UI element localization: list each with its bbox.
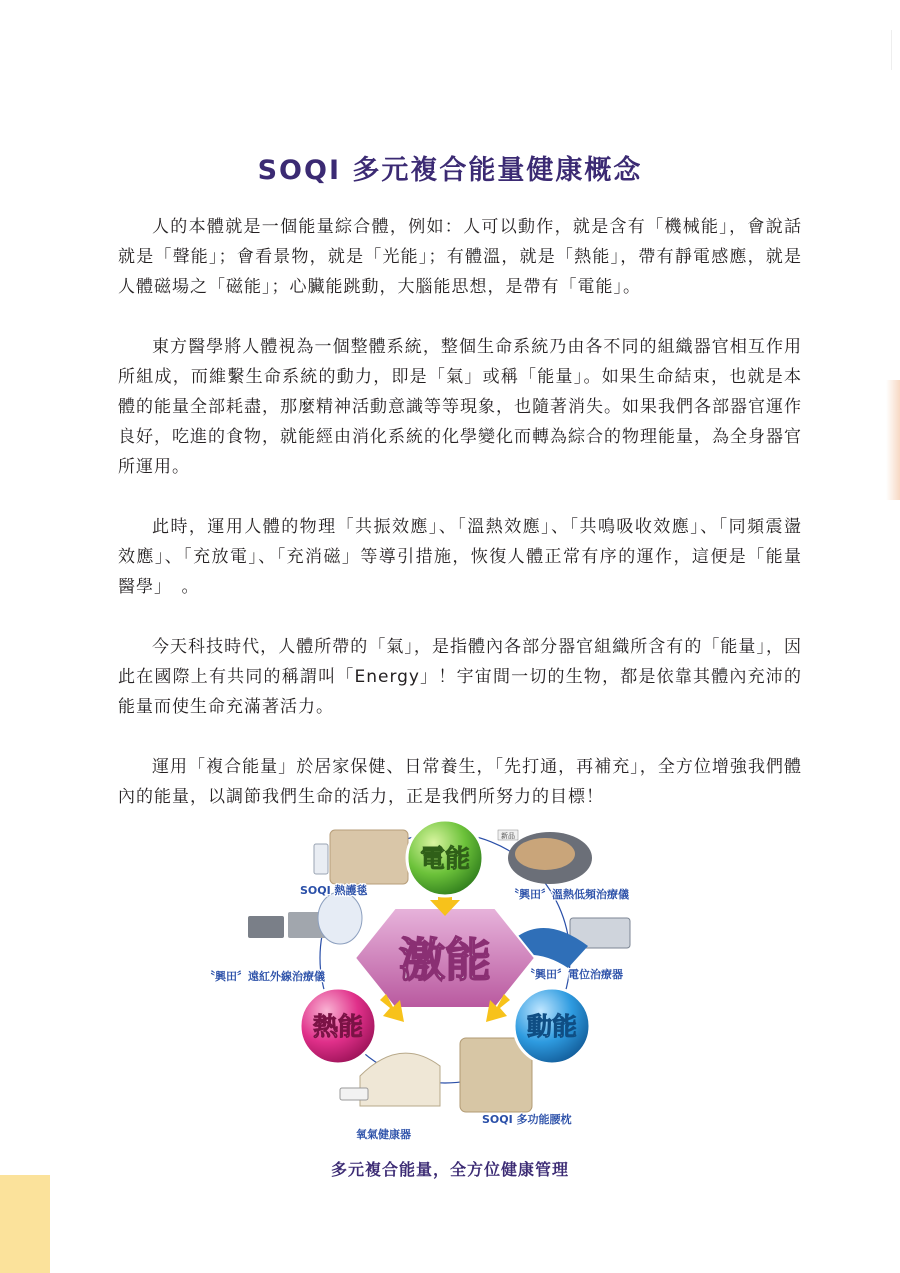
center-label: 激能 xyxy=(399,933,491,987)
energy-diagram xyxy=(190,808,710,1153)
paragraph-4: 今天科技時代，人體所帶的「氣」，是指體內各部分器官組織所含有的「能量」，因此在國際上有共同的稱謂叫「Energy」！宇宙間一切的生物，都是依靠其體內充沛的能量而使生命充滿著活力。 xyxy=(118,637,802,717)
page-edge-line xyxy=(891,30,892,70)
foot-massager-product-image xyxy=(508,832,592,884)
paragraph-1: 人的本體就是一個能量綜合體，例如：人可以動作，就是含有「機械能」，會說話就是「聲能」；會看景物，就是「光能」；有體溫，就是「熱能」，帶有靜電感應，就是人體磁場之「磁能」；心臟能跳動，大腦能思想，是帶有「電能」。 xyxy=(118,217,802,297)
edge-decoration xyxy=(886,380,900,500)
new-tag-label: 新品 xyxy=(501,832,515,840)
blanket-label: SOQI 熱護毯 xyxy=(300,884,368,897)
kinetic-energy-label: 動能 xyxy=(526,1012,578,1041)
page-title: SOQI 多元複合能量健康概念 xyxy=(257,155,643,186)
paragraph-5: 運用「複合能量」於居家保健、日常養生，「先打通，再補充」，全方位增強我們體內的能量，以調節我們生命的活力，正是我們所努力的目標！ xyxy=(118,757,802,807)
blanket-product-image xyxy=(314,830,408,884)
infrared-device-image xyxy=(248,892,362,944)
pillow-label: SOQI 多功能腰枕 xyxy=(482,1113,572,1126)
page-corner-tab xyxy=(0,1175,50,1273)
diagram-caption: 多元複合能量，全方位健康管理 xyxy=(330,1160,569,1179)
electric-energy-label: 電能 xyxy=(419,844,471,873)
paragraph-3: 此時，運用人體的物理「共振效應」、「溫熱效應」、「共鳴吸收效應」、「同頻震盪效應」、「充放電」、「充消磁」等導引措施，恢復人體正常有序的運作，這便是「能量醫學」 。 xyxy=(118,517,802,597)
thermal-energy-label: 熱能 xyxy=(312,1012,364,1041)
paragraph-2: 東方醫學將人體視為一個整體系統，整個生命系統乃由各不同的組織器官相互作用所組成，而維繫生命系統的動力，即是「氣」或稱「能量」。如果生命結束，也就是本體的能量全部耗盡，那麼精神活動意識等等現象，也隨著消失。如果我們各部器官運作良好，吃進的食物，就能經由消化系統的化學變化而轉為綜合的物理能量，為全身器官所運用。 xyxy=(118,337,802,477)
article-body xyxy=(118,212,802,842)
foot-massager-label: 〝興田〞溫熱低頻治療儀 xyxy=(508,888,629,901)
infrared-device-label: 〝興田〞遠紅外線治療儀 xyxy=(204,970,325,983)
potential-device-label: 〝興田〞電位治療器 xyxy=(524,968,623,981)
oxygen-device-label: 氧氣健康器 xyxy=(356,1128,411,1141)
